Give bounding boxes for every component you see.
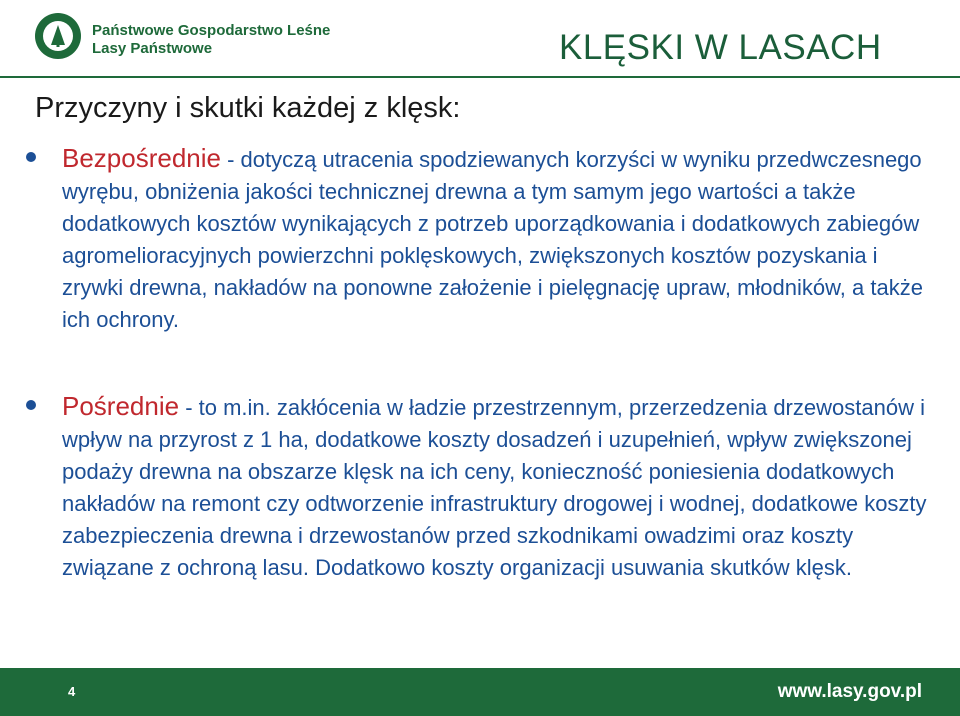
- lasy-panstwowe-logo-icon: [34, 12, 82, 60]
- bullet-text: - dotyczą utracenia spodziewanych korzyści w wyniku przedwczesnego wyrębu, obniżenia jakości technicznej drewna a tym samym jego wartości a także dodatkowych kosztów wynikających z potrzeb uporządkowania i dodatkowych zabiegów agromelioracyjnych powierzchni poklęskowych, zwiększonych kosztów pozyskania i zrywki drewna, nakładów na ponowne założenie i pielęgnację upraw, młodników, a także ich ochrony.: [62, 147, 923, 332]
- bullet-text: - to m.in. zakłócenia w ładzie przestrzennym, przerzedzenia drzewostanów i wpływ na przyrost z 1 ha, dodatkowe koszty dosadzeń i uzupełnień, wpływ zwiększonej podaży drewna na obszarze klęsk na ich ceny, konieczność poniesienia dodatkowych nakładów na remont czy odtworzenie infrastruktury drogowej i wodnej, dodatkowe koszty zabezpieczenia drewna i drzewostanów przed szkodnikami owadzimi oraz koszty związane z ochroną lasu. Dodatkowo koszty organizacji usuwania skutków klęsk.: [62, 395, 927, 580]
- page-number: 4: [68, 684, 76, 699]
- page-title: KLĘSKI W LASACH: [559, 28, 882, 67]
- bullet-direct-effects: [62, 142, 932, 336]
- organization-name-line1: Państwowe Gospodarstwo Leśne: [92, 22, 331, 39]
- bullet-dot-icon: [26, 400, 36, 410]
- bullet-dot-icon: [26, 152, 36, 162]
- bullet-term: Pośrednie: [62, 391, 180, 421]
- section-subtitle: Przyczyny i skutki każdej z klęsk:: [35, 92, 461, 124]
- footer-bar: [0, 668, 960, 716]
- header-divider: [0, 76, 960, 78]
- organization-name-line2: Lasy Państwowe: [92, 40, 213, 57]
- footer-url: www.lasy.gov.pl: [777, 681, 922, 702]
- bullet-indirect-effects: [62, 390, 932, 584]
- bullet-term: Bezpośrednie: [62, 143, 221, 173]
- organization-name: [92, 22, 330, 58]
